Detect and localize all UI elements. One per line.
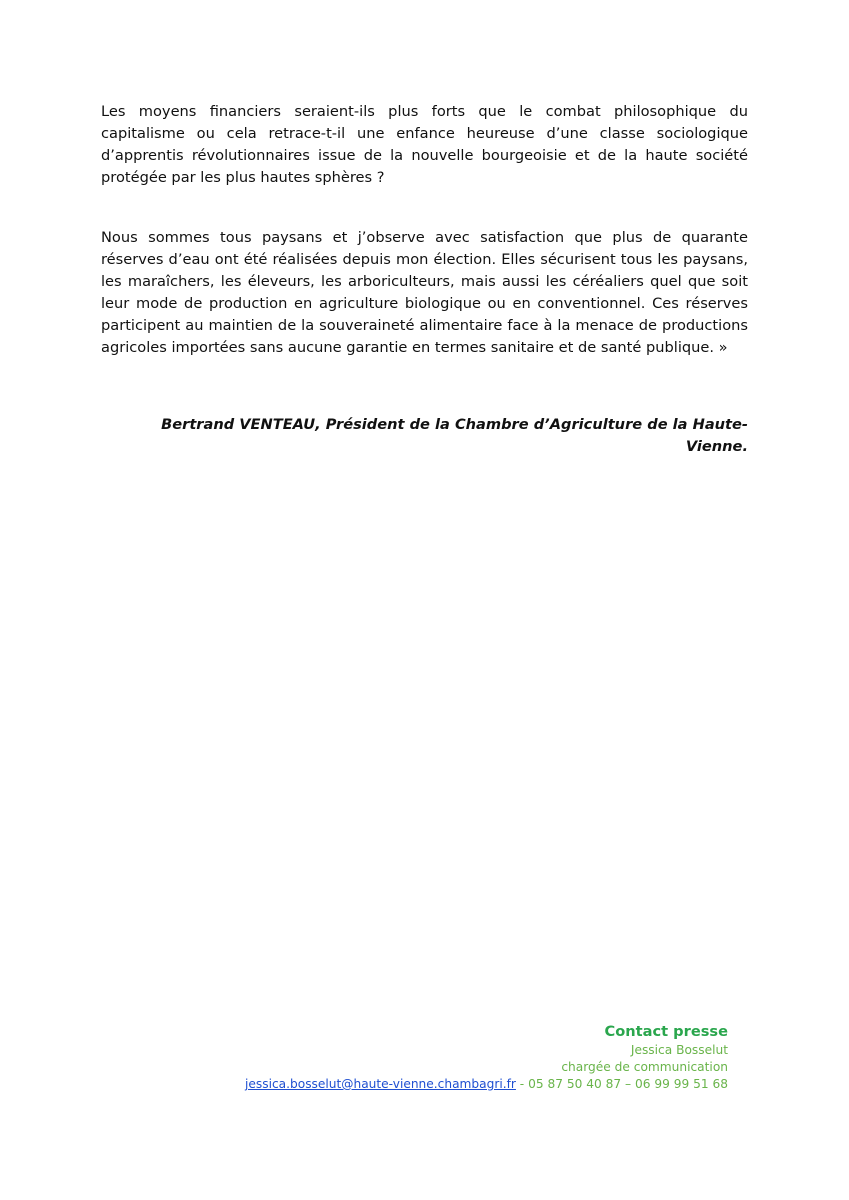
press-contact-block: [245, 1022, 728, 1093]
press-contact-heading: Contact presse: [604, 1023, 728, 1040]
signature-line: Bertrand VENTEAU, Président de la Chambre d’Agriculture de la Haute-Vienne.: [161, 416, 748, 455]
body-paragraph-1: Les moyens financiers seraient-ils plus forts que le combat philosophique du capitalisme ou cela retrace-t-il une enfance heureuse d’une classe sociologique d’apprentis révolutionnaires issue de la nouvelle bourgeoisie et de la haute société protégée par les plus hautes sphères ?: [101, 103, 748, 186]
press-contact-name: Jessica Bosselut: [630, 1043, 728, 1057]
press-contact-details: [245, 1076, 728, 1093]
press-contact-phones: - 05 87 50 40 87 – 06 99 99 51 68: [515, 1077, 728, 1091]
press-contact-email-link[interactable]: jessica.bosselut@haute-vienne.chambagri.fr: [244, 1077, 516, 1091]
body-paragraph-2: Nous sommes tous paysans et j’observe avec satisfaction que plus de quarante réserves d’eau ont été réalisées depuis mon élection. Elles sécurisent tous les paysans, les maraîchers, les éleveurs, les arboriculteurs, mais aussi les céréaliers quel que soit leur mode de production en agriculture biologique ou en conventionnel. Ces réserves participent au maintien de la souveraineté alimentaire face à la menace de productions agricoles importées sans aucune garantie en termes sanitaire et de santé publique. »: [101, 229, 748, 356]
press-contact-role: chargée de communication: [561, 1060, 728, 1074]
